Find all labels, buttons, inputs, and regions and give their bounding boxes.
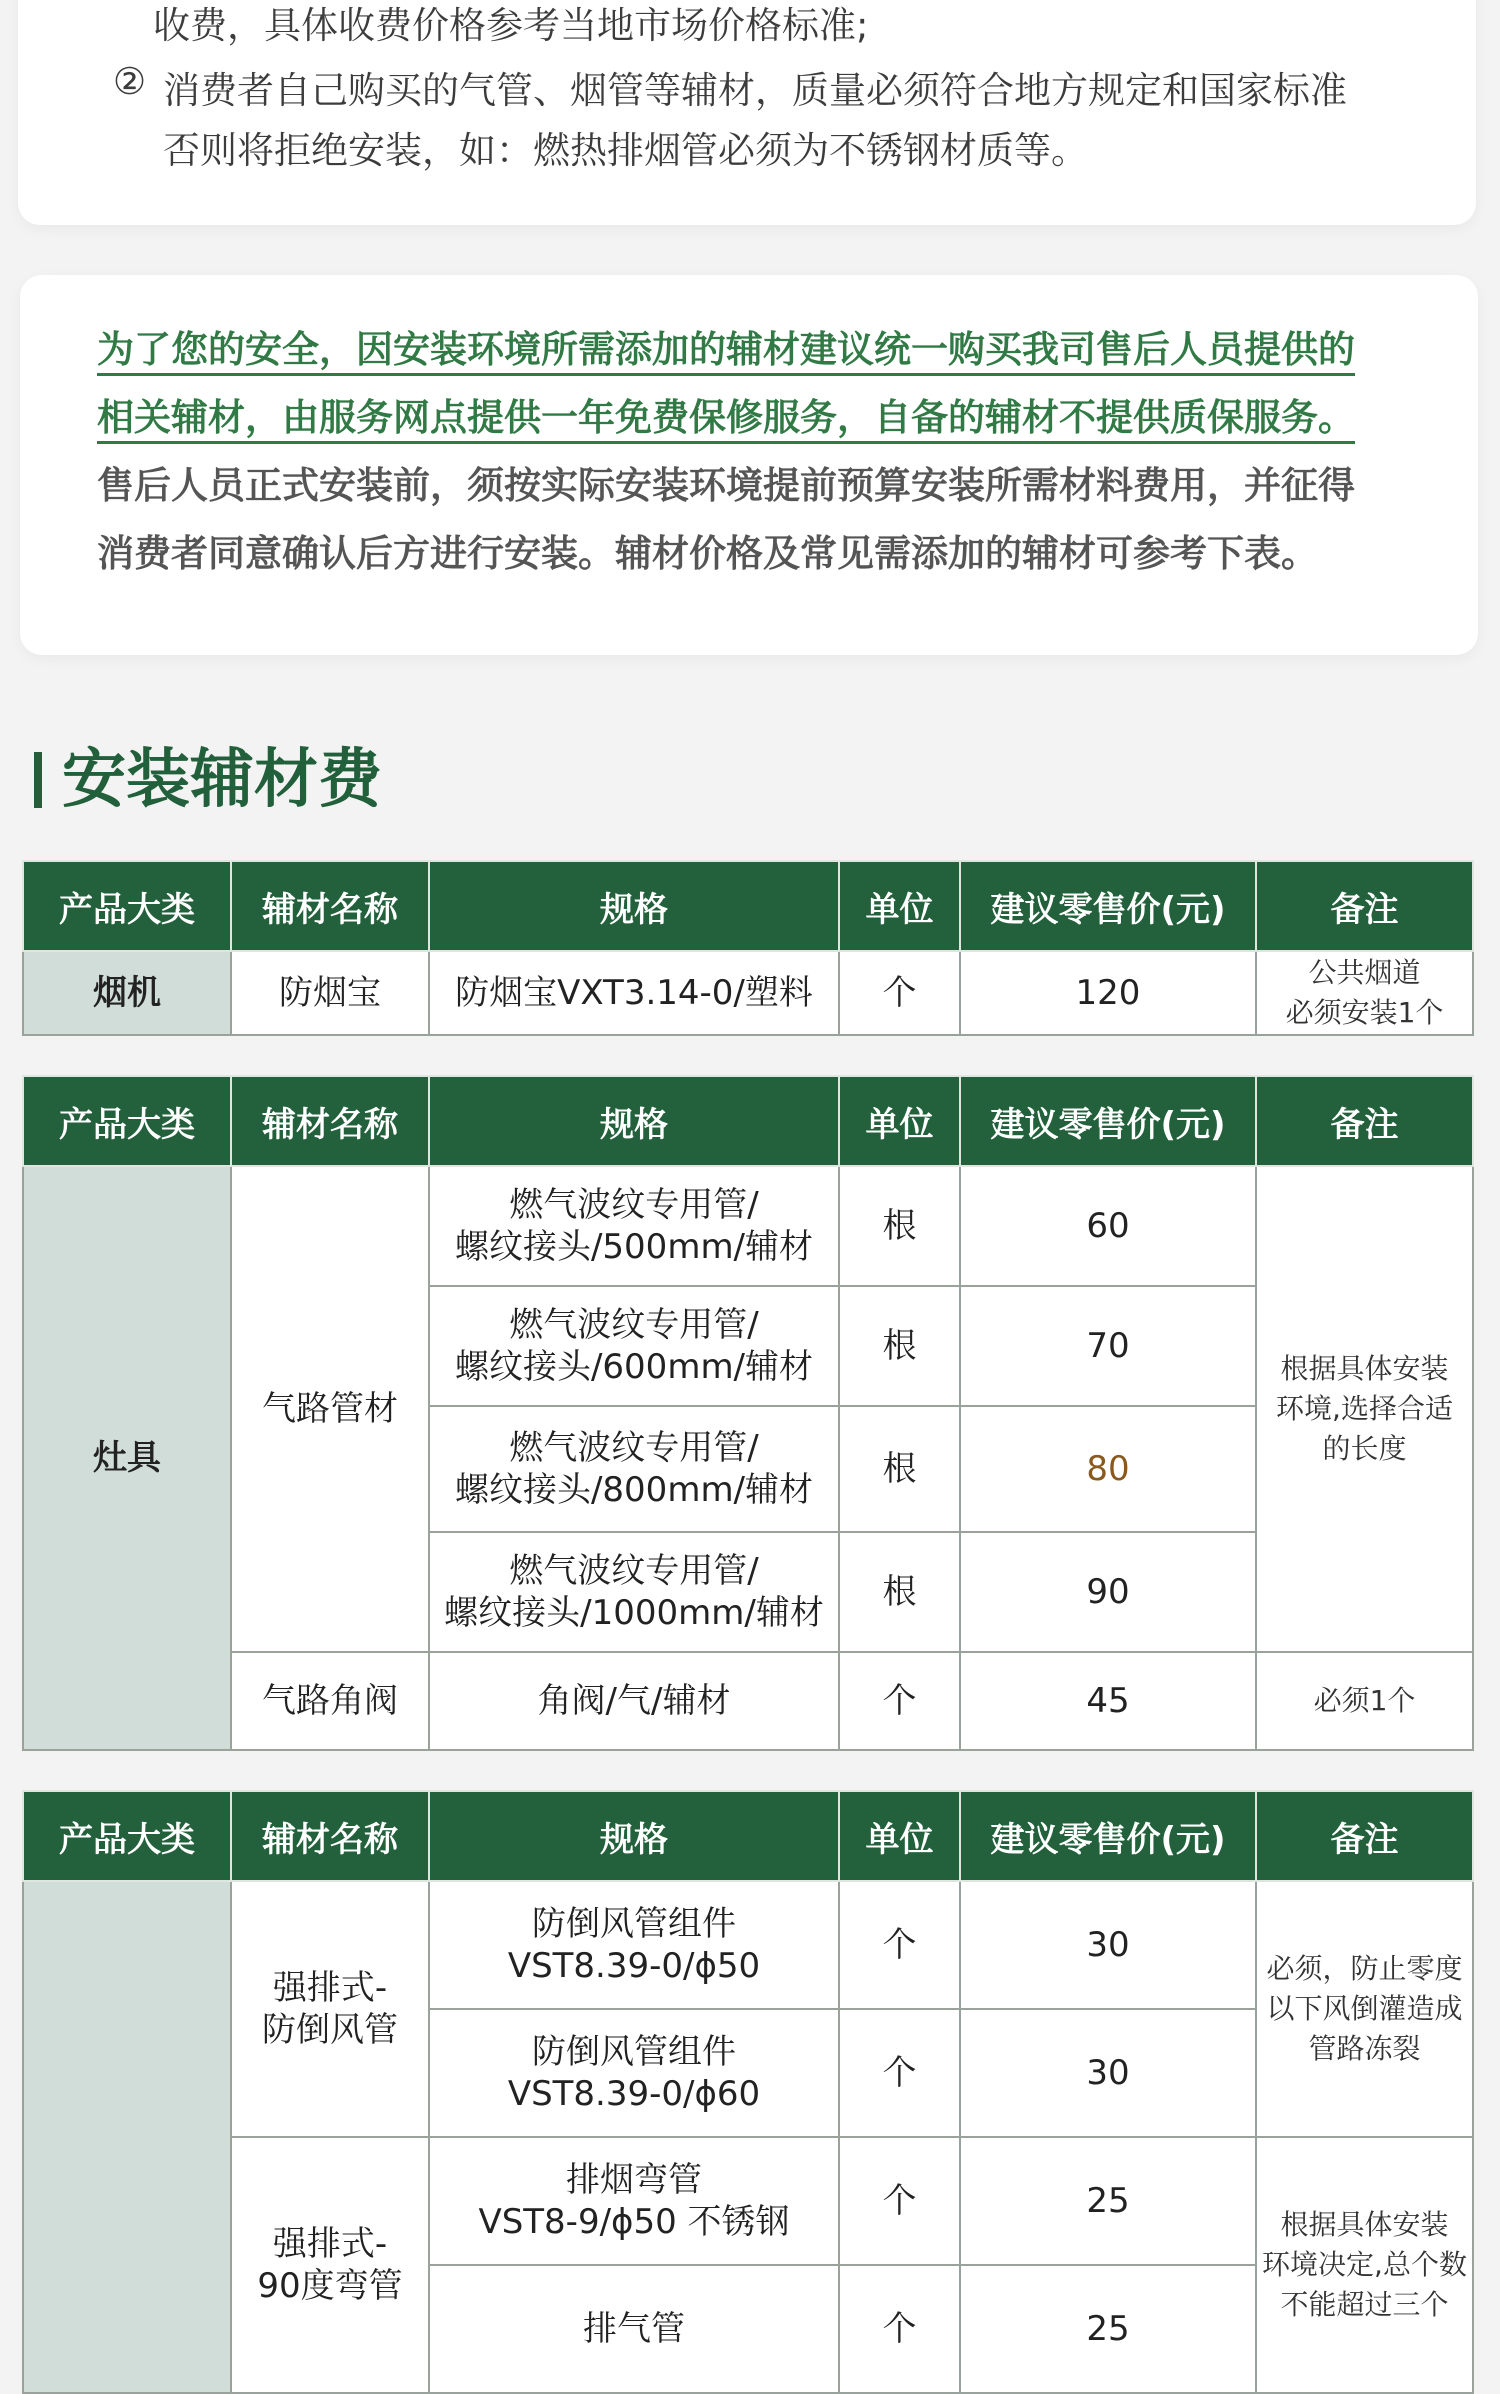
name-cell [231,1881,429,2137]
table-header-row [23,861,1473,951]
header-price: 建议零售价(元) [960,861,1256,951]
unit-cell: 个 [839,1881,960,2009]
name-cell: 气路角阀 [231,1652,429,1750]
rule-text-line: 收费，具体收费价格参考当地市场价格标准; [153,4,869,47]
spec-line: 排气管 [583,2309,685,2349]
notice-text-line: 消费者同意确认后方进行安装。辅材价格及常见需添加的辅材可参考下表。 [97,532,1318,575]
name-line: 强排式- [272,2224,388,2264]
name-cell [231,2137,429,2393]
water-heater-accessory-table [22,1790,1474,2394]
spec-cell [429,1881,839,2009]
note-line: 以下风倒灌造成 [1266,1992,1463,2025]
name-cell: 气路管材 [231,1166,429,1652]
name-line: 防倒风管 [262,2010,398,2050]
spec-cell [429,2137,839,2265]
safety-notice-card [20,275,1478,655]
rule-text-line: 否则将拒绝安装，如：燃热排烟管必须为不锈钢材质等。 [163,129,1088,172]
unit-cell: 根 [839,1532,960,1652]
table-row [23,1166,1473,1286]
note-line: 根据具体安装 [1280,1352,1449,1385]
installation-rules-card [18,0,1476,225]
unit-cell: 个 [839,2265,960,2393]
spec-line: 燃气波纹专用管/ [509,1551,759,1591]
header-category: 产品大类 [23,861,231,951]
note-line: 的长度 [1322,1432,1407,1465]
name-line: 强排式- [272,1968,388,2008]
price-cell: 80 [960,1406,1256,1532]
range-hood-accessory-table [22,860,1474,1036]
unit-cell: 个 [839,1652,960,1750]
note-line: 公共烟道 [1308,956,1421,989]
unit-cell: 个 [839,2009,960,2137]
spec-line: 螺纹接头/1000mm/辅材 [444,1593,824,1633]
spec-cell [429,2009,839,2137]
category-cell: 灶具 [23,1166,231,1750]
spec-line: 燃气波纹专用管/ [509,1428,759,1468]
spec-cell [429,2265,839,2393]
notice-text-line: 售后人员正式安装前，须按实际安装环境提前预算安装所需材料费用，并征得 [97,464,1355,507]
note-cell [1256,1881,1473,2137]
spec-line: VST8.39-0/ϕ60 [507,2074,761,2114]
safety-highlight-line: 为了您的安全，因安装环境所需添加的辅材建议统一购买我司售后人员提供的 [97,327,1355,376]
note-line: 必须安装1个 [1285,996,1444,1029]
price-cell: 120 [960,951,1256,1035]
header-category: 产品大类 [23,1791,231,1881]
table-header-row [23,1791,1473,1881]
spec-cell: 角阀/气/辅材 [429,1652,839,1750]
spec-cell [429,1532,839,1652]
note-cell: 必须1个 [1256,1652,1473,1750]
header-unit: 单位 [839,1076,960,1166]
spec-cell [429,1286,839,1406]
name-line: 90度弯管 [257,2266,403,2306]
price-cell: 25 [960,2137,1256,2265]
name-cell: 防烟宝 [231,951,429,1035]
header-note: 备注 [1256,1791,1473,1881]
spec-line: VST8-9/ϕ50 不锈钢 [478,2202,790,2242]
note-cell [1256,2137,1473,2393]
safety-highlight-line: 相关辅材，由服务网点提供一年免费保修服务，自备的辅材不提供质保服务。 [97,395,1355,444]
price-cell: 70 [960,1286,1256,1406]
note-line: 管路冻裂 [1308,2032,1421,2065]
table-row [23,1881,1473,2009]
spec-line: 燃气波纹专用管/ [509,1185,759,1225]
spec-line: 螺纹接头/600mm/辅材 [454,1347,814,1387]
rule-text-line: 消费者自己购买的气管、烟管等辅材，质量必须符合地方规定和国家标准 [163,69,1347,112]
price-cell: 45 [960,1652,1256,1750]
header-spec: 规格 [429,1076,839,1166]
spec-cell [429,1406,839,1532]
price-cell: 60 [960,1166,1256,1286]
spec-line: 防倒风管组件 [532,2032,736,2072]
note-cell [1256,951,1473,1035]
note-cell [1256,1166,1473,1652]
header-name: 辅材名称 [231,1076,429,1166]
price-cell: 90 [960,1532,1256,1652]
spec-line: 排烟弯管 [566,2160,702,2200]
note-line: 不能超过三个 [1280,2288,1449,2321]
note-line: 必须，防止零度 [1266,1952,1463,1985]
spec-cell [429,1166,839,1286]
spec-line: 防倒风管组件 [532,1904,736,1944]
header-name: 辅材名称 [231,861,429,951]
header-spec: 规格 [429,1791,839,1881]
header-note: 备注 [1256,1076,1473,1166]
unit-cell: 根 [839,1286,960,1406]
price-cell: 25 [960,2265,1256,2393]
header-unit: 单位 [839,1791,960,1881]
item-number-marker: ② [113,60,147,103]
category-cell [23,1881,231,2393]
spec-cell: 防烟宝VXT3.14-0/塑料 [429,951,839,1035]
section-title-bar [34,752,42,808]
category-cell: 烟机 [23,951,231,1035]
note-line: 根据具体安装 [1280,2208,1449,2241]
unit-cell: 个 [839,2137,960,2265]
spec-line: VST8.39-0/ϕ50 [507,1946,761,1986]
note-line: 环境决定,总个数 [1262,2248,1467,2281]
unit-cell: 个 [839,951,960,1035]
header-category: 产品大类 [23,1076,231,1166]
spec-line: 螺纹接头/800mm/辅材 [454,1470,814,1510]
unit-cell: 根 [839,1166,960,1286]
header-unit: 单位 [839,861,960,951]
header-price: 建议零售价(元) [960,1076,1256,1166]
header-price: 建议零售价(元) [960,1791,1256,1881]
price-cell: 30 [960,1881,1256,2009]
table-row [23,1652,1473,1750]
stove-accessory-table [22,1075,1474,1751]
spec-line: 燃气波纹专用管/ [509,1305,759,1345]
table-row [23,2137,1473,2265]
spec-line: 螺纹接头/500mm/辅材 [454,1227,814,1267]
section-title: 安装辅材费 [62,743,382,817]
header-spec: 规格 [429,861,839,951]
header-note: 备注 [1256,861,1473,951]
unit-cell: 根 [839,1406,960,1532]
price-cell: 30 [960,2009,1256,2137]
header-name: 辅材名称 [231,1791,429,1881]
table-header-row [23,1076,1473,1166]
note-line: 环境,选择合适 [1276,1392,1453,1425]
table-row [23,951,1473,1035]
